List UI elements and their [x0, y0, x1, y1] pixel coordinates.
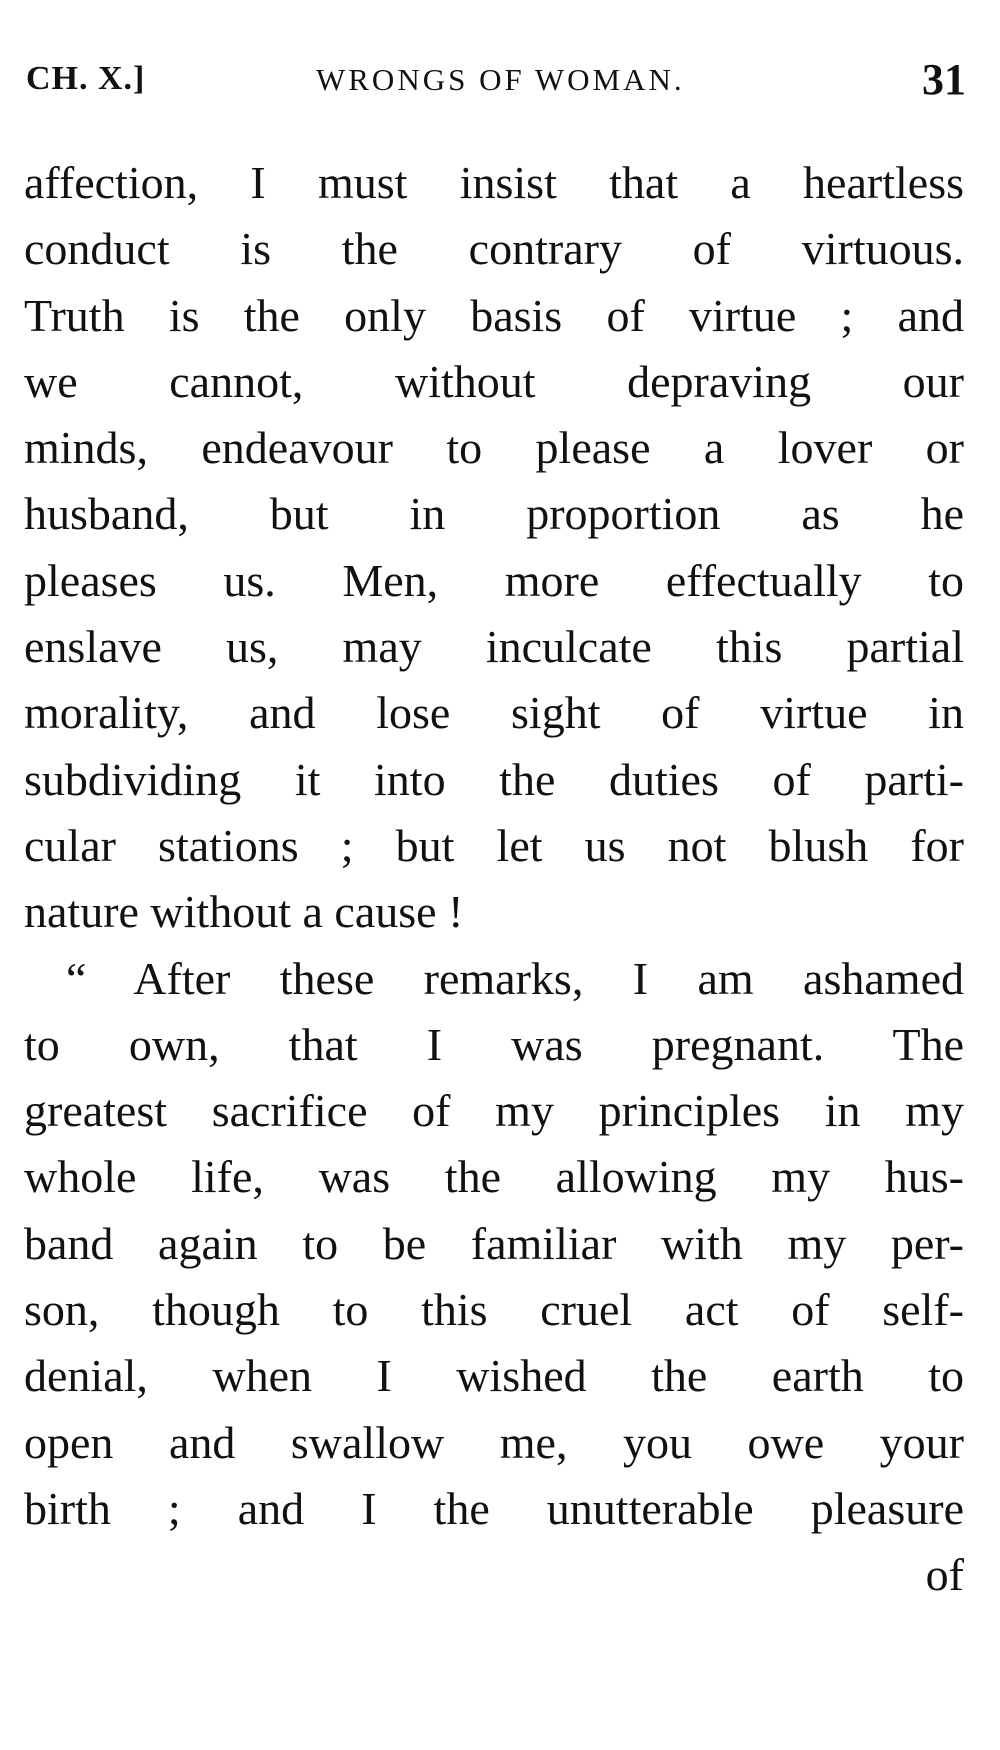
running-head — [26, 54, 966, 104]
text-line: husband, but in proportion as he — [24, 488, 964, 540]
body-text — [24, 150, 964, 1609]
text-line: open and swallow me, you owe your — [24, 1416, 964, 1468]
text-line: minds, endeavour to please a lover or — [24, 422, 964, 474]
text-line: whole life, was the allowing my hus- — [24, 1151, 964, 1203]
text-line: we cannot, without depraving our — [24, 355, 964, 407]
text-line: conduct is the contrary of virtuous. — [24, 223, 964, 275]
running-title: WRONGS OF WOMAN. — [316, 62, 685, 97]
page-number: 31 — [922, 55, 966, 104]
catchword: of — [925, 1549, 964, 1601]
text-line: morality, and lose sight of virtue in — [24, 687, 964, 739]
text-line: denial, when I wished the earth to — [24, 1350, 964, 1402]
text-line: Truth is the only basis of virtue ; and — [24, 289, 964, 341]
text-line: cular stations ; but let us not blush for — [24, 819, 964, 871]
text-line: birth ; and I the unutterable pleasure — [24, 1482, 964, 1534]
text-line: to own, that I was pregnant. The — [24, 1018, 964, 1070]
text-line: band again to be familiar with my per- — [24, 1217, 964, 1269]
text-line: affection, I must insist that a heartless — [24, 157, 964, 208]
paragraph-end-line: nature without a cause ! — [24, 886, 464, 938]
text-line: pleases us. Men, more effectually to — [24, 554, 964, 606]
chapter-marker: CH. X.] — [26, 60, 146, 97]
text-line: greatest sacrifice of my principles in my — [24, 1085, 964, 1137]
paragraph-start-line: “ After these remarks, I am ashamed — [66, 952, 964, 1004]
text-line: son, though to this cruel act of self- — [24, 1284, 964, 1336]
text-line: enslave us, may inculcate this partial — [24, 621, 964, 673]
text-line: subdividing it into the duties of parti- — [24, 753, 964, 805]
